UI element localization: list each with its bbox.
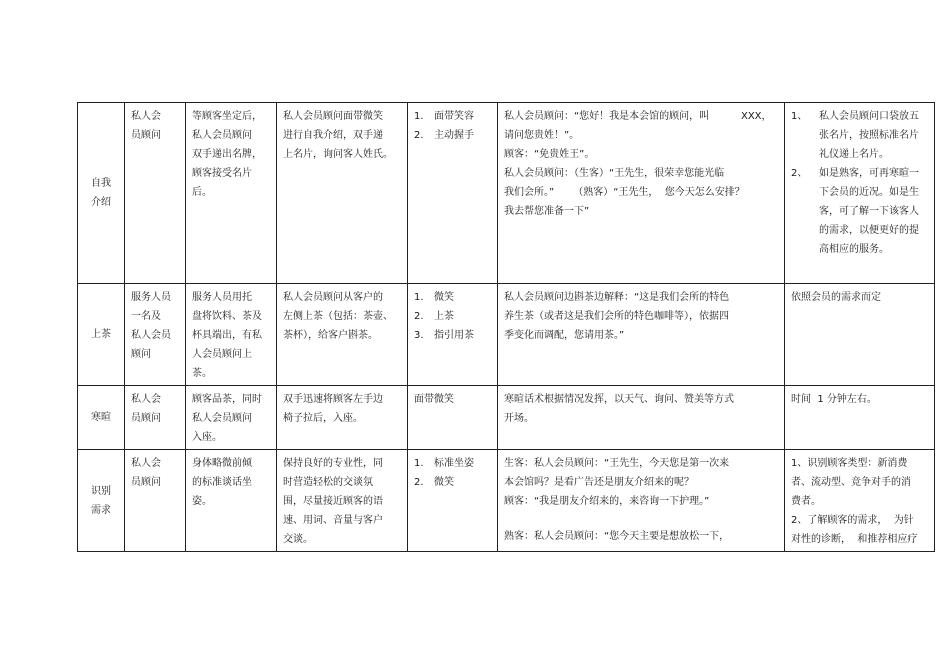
script-text: 熟客：私人会员顾问：“您今天主要是想放松一下， <box>504 531 730 542</box>
action-cell <box>277 103 408 284</box>
list-item <box>414 107 492 126</box>
role-text: 私人会 <box>131 458 161 469</box>
step-cell <box>186 103 277 284</box>
action-text: 保持良好的专业性，同 <box>283 458 383 469</box>
step-text: 服务人员用托 <box>192 292 252 303</box>
stage-cell <box>78 450 125 552</box>
script-cell <box>498 284 785 386</box>
note-text: 时间 1 分钟左右。 <box>791 394 877 405</box>
note-text: 客，可了解一下该客人 <box>819 206 919 217</box>
list-item <box>414 288 492 307</box>
step-text: 双手递出名牌， <box>192 149 262 160</box>
note-text: 对性的诊断， 和推荐相应疗 <box>791 534 918 545</box>
step-cell <box>186 450 277 552</box>
script-text: 顾客：“我是朋友介绍来的，来咨询一下护理。” <box>504 496 710 507</box>
notes-cell <box>785 386 935 450</box>
step-text: 后。 <box>192 187 212 198</box>
step-text: 茶。 <box>192 368 212 379</box>
step-text: 私人会员顾问 <box>192 130 252 141</box>
script-cell <box>498 103 785 284</box>
action-text: 椅子拉后，入座。 <box>283 413 363 424</box>
step-text: 的标准谈话坐 <box>192 477 252 488</box>
action-text: 进行自我介绍，双手递 <box>283 130 383 141</box>
role-text: 顾问 <box>131 349 151 360</box>
table-row-serve-tea <box>78 284 935 386</box>
list-item <box>414 473 492 492</box>
role-text: 私人会 <box>131 111 161 122</box>
step-text: 姿。 <box>192 496 212 507</box>
script-text: 养生茶（或者这是我们会所的特色咖啡等），依据四 <box>504 311 729 322</box>
script-text: 我去帮您准备一下” <box>504 206 590 217</box>
script-text: 顾客：“免贵姓王”。 <box>504 149 595 160</box>
note-item <box>791 164 929 259</box>
points-cell <box>408 103 498 284</box>
table-row-small-talk <box>78 386 935 450</box>
script-text: 请问您贵姓！”。 <box>504 130 580 141</box>
action-text: 上名片，询问客人姓氏。 <box>283 149 393 160</box>
note-text: 费者。 <box>791 496 821 507</box>
step-text: 顾客品茶，同时 <box>192 394 262 405</box>
role-text: 私人会员 <box>131 330 171 341</box>
notes-cell <box>785 450 935 552</box>
role-text: 员顾问 <box>131 477 161 488</box>
step-text: 人会员顾问上 <box>192 349 252 360</box>
stage-label: 上茶 <box>91 329 111 340</box>
stage-label: 识别需求 <box>91 485 111 516</box>
note-text: 礼仪递上名片。 <box>819 149 889 160</box>
script-text: 生客：私人会员顾问：“王先生，今天您是第一次来 <box>504 458 730 469</box>
stage-label: 寒暄 <box>91 412 111 423</box>
action-text: 双手迅速将顾客左手边 <box>283 394 383 405</box>
list-text: 微笑 <box>434 292 454 303</box>
note-text: 依照会员的需求而定 <box>791 292 881 303</box>
step-text: 等顾客坐定后， <box>192 111 262 122</box>
step-text: 入座。 <box>192 432 222 443</box>
stage-cell <box>78 386 125 450</box>
note-item <box>791 107 929 164</box>
action-cell <box>277 450 408 552</box>
note-text: 高相应的服务。 <box>819 244 889 255</box>
note-text: 的需求，以便更好的提 <box>819 225 919 236</box>
note-number: 1、 <box>791 111 808 122</box>
list-text: 面带微笑 <box>414 394 454 405</box>
note-number: 2、 <box>791 168 808 179</box>
role-text: 员顾问 <box>131 130 161 141</box>
list-text: 面带笑容 <box>434 111 474 122</box>
role-text: 私人会 <box>131 394 161 405</box>
list-number: 2. <box>414 130 424 141</box>
script-cell <box>498 450 785 552</box>
action-text: 围，尽量接近顾客的语 <box>283 496 383 507</box>
action-text: 时营造轻松的交谈氛 <box>283 477 373 488</box>
step-text: 身体略微前倾 <box>192 458 252 469</box>
action-text: 私人会员顾问从客户的 <box>283 292 383 303</box>
role-cell <box>125 284 186 386</box>
role-cell <box>125 103 186 284</box>
action-cell <box>277 386 408 450</box>
step-text: 盘将饮料、茶及 <box>192 311 262 322</box>
list-text: 指引用茶 <box>434 330 474 341</box>
action-text: 速、用词、音量与客户 <box>283 515 383 526</box>
list-item <box>414 307 492 326</box>
list-number: 1. <box>414 458 424 469</box>
action-text: 茶杯），给客户斟茶。 <box>283 330 378 341</box>
list-number: 3. <box>414 330 424 341</box>
script-text: 季变化而调配，您请用茶。” <box>504 330 625 341</box>
points-cell <box>408 386 498 450</box>
list-number: 2. <box>414 311 424 322</box>
points-cell <box>408 450 498 552</box>
note-text: 张名片，按照标准名片 <box>819 130 919 141</box>
script-text: 私人会员顾问：“您好！我是本会馆的顾问，叫 XXX， <box>504 111 772 122</box>
list-text: 主动握手 <box>434 130 474 141</box>
script-text: 我们会所。” （熟客）“王先生， 您今天怎么安排？ <box>504 187 745 198</box>
script-cell <box>498 386 785 450</box>
script-text: 开场。 <box>504 413 534 424</box>
role-cell <box>125 450 186 552</box>
list-item <box>414 126 492 145</box>
stage-cell <box>78 284 125 386</box>
role-text: 一名及 <box>131 311 161 322</box>
script-text: 寒暄话术根据情况发挥，以天气、询问、赞美等方式 <box>504 394 734 405</box>
list-number: 1. <box>414 111 424 122</box>
note-text: 2、了解顾客的需求， 为针 <box>791 515 914 526</box>
note-text: 者、流动型、竞争对手的消 <box>791 477 911 488</box>
script-text: 本会馆吗？是看广告还是朋友介绍来的呢？ <box>504 477 694 488</box>
points-cell <box>408 284 498 386</box>
step-text: 顾客接受名片 <box>192 168 252 179</box>
step-text: 私人会员顾问 <box>192 413 252 424</box>
step-cell <box>186 386 277 450</box>
script-text: 私人会员顾问：（生客）“王先生，很荣幸您能光临 <box>504 168 725 179</box>
service-procedure-table <box>77 102 935 552</box>
role-text: 员顾问 <box>131 413 161 424</box>
list-item <box>414 326 492 345</box>
stage-cell <box>78 103 125 284</box>
list-text: 标准坐姿 <box>434 458 474 469</box>
spacer <box>504 511 779 527</box>
notes-cell <box>785 284 935 386</box>
list-number: 1. <box>414 292 424 303</box>
role-cell <box>125 386 186 450</box>
script-text: 私人会员顾问边斟茶边解释：“这是我们会所的特色 <box>504 292 730 303</box>
stage-label: 自我介绍 <box>91 178 111 208</box>
action-text: 交谈。 <box>283 534 313 545</box>
note-text: 下会员的近况。如是生 <box>819 187 919 198</box>
note-text: 私人会员顾问口袋放五 <box>819 111 919 122</box>
list-item <box>414 454 492 473</box>
list-text: 上茶 <box>434 311 454 322</box>
table-row-self-intro <box>78 103 935 284</box>
action-text: 私人会员顾问面带微笑 <box>283 111 383 122</box>
list-text: 微笑 <box>434 477 454 488</box>
list-number: 2. <box>414 477 424 488</box>
step-text: 杯具端出，有私 <box>192 330 262 341</box>
note-text: 如是熟客，可再寒暄一 <box>819 168 919 179</box>
role-text: 服务人员 <box>131 292 171 303</box>
action-cell <box>277 284 408 386</box>
notes-cell <box>785 103 935 284</box>
step-cell <box>186 284 277 386</box>
action-text: 左侧上茶（包括：茶壶、 <box>283 311 393 322</box>
table-row-identify-needs <box>78 450 935 552</box>
note-text: 1、识别顾客类型：新消费 <box>791 458 908 469</box>
